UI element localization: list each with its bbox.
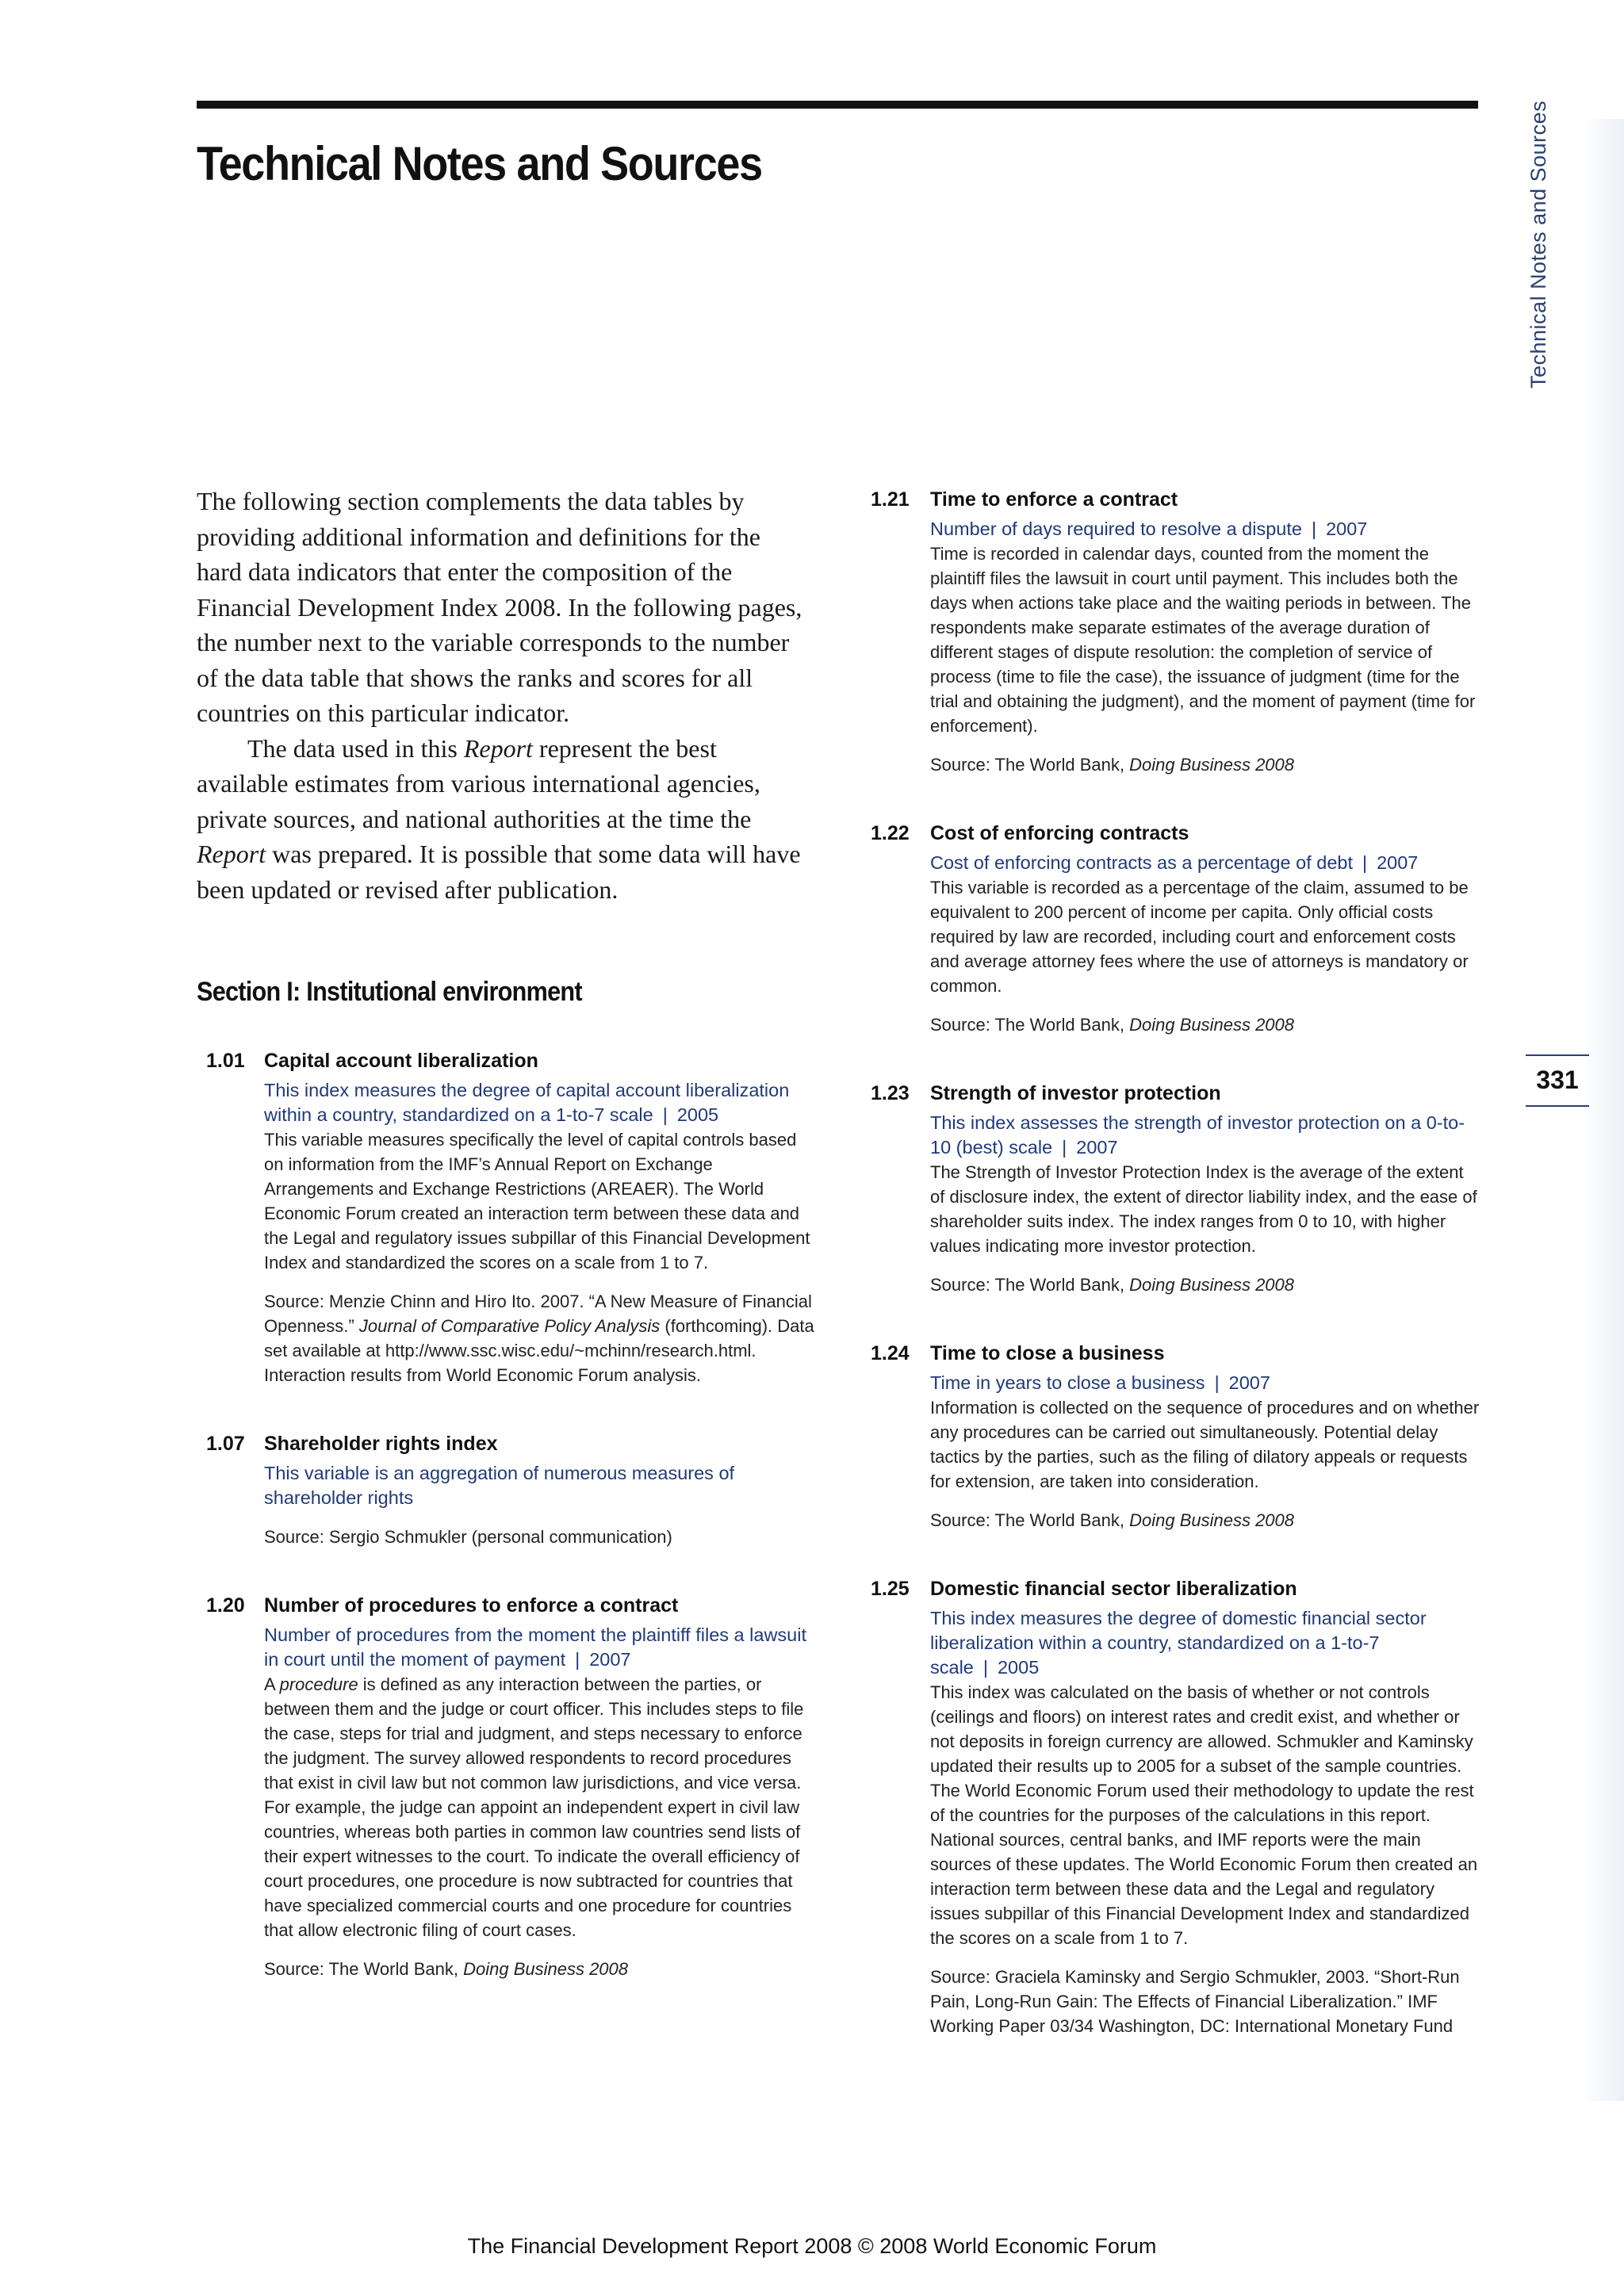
entry-subtitle [930,1111,1480,1160]
intro-p2-text: represent the best available estimates from various international agencies, private sources, and national authorities at the time the [197,733,760,833]
left-column [197,1048,815,2025]
entry-title: Cost of enforcing contracts [930,822,1189,844]
entry-number: 1.25 [871,1578,910,1600]
separator: | [575,1649,580,1670]
entry-subtitle [264,1078,815,1127]
source-text: Source: Menzie Chinn and Hiro Ito. 2007. “A New Measure of Financial Openness.” [264,1292,812,1336]
entry-description: Information is collected on the sequence of procedures and on whether any procedures can be carried out simultaneously. Potential delay tactics by the parties, such as the filing of dilatory appeals or requests for extension, are taken into consideration. [930,1398,1480,1491]
entry-source [930,1508,1480,1533]
entry-number: 1.23 [871,1082,910,1104]
side-tab-background [1582,119,1624,2101]
entry-1-25 [864,1576,1480,2038]
entry-1-07 [197,1431,815,1549]
intro-p2-text: was prepared. It is possible that some data will have been updated or revised after publication. [197,840,801,904]
top-rule [197,101,1478,109]
page-title: Technical Notes and Sources [197,137,762,190]
entry-subtitle-text: Time in years to close a business [930,1372,1205,1393]
entry-subtitle: This variable is an aggregation of numerous measures of shareholder rights [264,1463,735,1508]
entry-description: This variable measures specifically the level of capital controls based on information from the IMF’s Annual Report on Exchange Arrangements and Exchange Restrictions (AREAER). The World Economic Forum created an interaction term between these data and the Legal and regulatory issues subpillar of this Financial Development Index and standardized the scores on a scale from 1 to 7. [264,1130,810,1272]
entry-description [264,1672,815,1942]
entry-description: This index was calculated on the basis of whether or not controls (ceilings and floors) on interest rates and credit exist, and whether or not deposits in foreign currency are allowed. Schmukler and Kaminsky updated their results up to 2005 for a subset of the sample countries. The World Economic Forum used their methodology to update the rest of the countries for the purposes of the calculations in this report. National sources, central banks, and IMF reports were the main sources of these updates. The World Economic Forum then created an interaction term between these data and the Legal and regulatory issues subpillar of this Financial Development Index and standardized the scores on a scale from 1 to 7. [930,1682,1478,1948]
entry-1-21 [864,487,1480,777]
page-number: 331 [1536,1066,1579,1094]
page-footer: The Financial Development Report 2008 © 2008 World Economic Forum [467,2234,1157,2258]
entry-title: Time to enforce a contract [930,488,1178,511]
entry-subtitle-text: Cost of enforcing contracts as a percentage of debt [930,852,1353,873]
separator: | [1214,1372,1220,1393]
entry-subtitle [930,517,1480,541]
entry-title: Capital account liberalization [264,1050,538,1072]
section-heading: Section I: Institutional environment [197,977,582,1007]
separator: | [1311,519,1317,539]
entry-description: This variable is recorded as a percentage of the claim, assumed to be equivalent to 200 percent of income per capita. Only official costs required by law are recorded, including court and enforcement costs and average attorney fees where the use of attorneys is mandatory or common. [930,878,1469,996]
source-text: (forthcoming). Data set available at http://www.ssc.wisc.edu/~mchinn/research.html. Interaction results from World Economic Forum analysis. [264,1316,814,1385]
source-italic: Doing Business 2008 [1129,1015,1295,1035]
entry-1-01 [197,1048,815,1387]
entry-subtitle-text: This index measures the degree of domestic financial sector liberalization within a country, standardized on a 1-to-7 scale [930,1608,1427,1678]
separator: | [1362,852,1368,873]
source-text: Source: The World Bank, [930,1510,1130,1530]
entry-source [264,1957,815,1981]
entry-number: 1.20 [206,1594,245,1617]
source-italic: Journal of Comparative Policy Analysis [358,1316,661,1336]
entry-year: 2007 [1326,519,1368,539]
entry-title: Time to close a business [930,1342,1165,1364]
source-text: Source: The World Bank, [264,1959,464,1979]
entry-subtitle [930,851,1480,875]
source-text: Source: The World Bank, [930,1015,1130,1035]
entry-source: Source: Sergio Schmukler (personal communication) [264,1527,672,1547]
entry-source [930,1012,1480,1037]
entry-description: The Strength of Investor Protection Index is the average of the extent of disclosure index, the extent of director liability index, and the ease of shareholder suits index. The index ranges from 0 to 10, with higher values indicating more investor protection. [930,1162,1477,1256]
entry-year: 2005 [997,1657,1040,1678]
separator: | [982,1657,988,1678]
entry-number: 1.01 [206,1050,245,1072]
desc-italic: procedure [279,1674,358,1694]
entry-number: 1.21 [871,488,910,511]
desc-text: is defined as any interaction between the parties, or between them and the judge or court officer. This includes steps to file the case, steps for trial and judgment, and steps necessary to enforce the judgment. The survey allowed respondents to record procedures that exist in civil law but not common law jurisdictions, and vice versa. For example, the judge can appoint an independent expert in civil law countries, whereas both parties in common law countries send lists of their expert witnesses to the court. To indicate the overall efficiency of court procedures, one procedure is now subtracted for countries that have specialized commercial courts and one procedure for countries that allow electronic filing of court cases. [264,1674,804,1940]
intro-p2-text: The data used in this [247,733,464,763]
side-section-label: Technical Notes and Sources [1526,100,1550,388]
entry-number: 1.24 [871,1342,910,1364]
intro-text [197,484,807,907]
entry-description: Time is recorded in calendar days, counted from the moment the plaintiff files the lawsuit in court until payment. This includes both the days when actions take place and the waiting periods in between. The respondents make separate estimates of the average duration of different stages of dispute resolution: the completion of service of process (time to file the case), the issuance of judgment (time for the trial and obtaining the judgment), and the moment of payment (time for enforcement). [930,544,1476,736]
source-text: Source: The World Bank, [930,755,1130,775]
source-italic: Doing Business 2008 [1129,1510,1295,1530]
entry-source [930,752,1480,777]
entry-1-22 [864,821,1480,1037]
entry-title: Domestic financial sector liberalization [930,1578,1297,1600]
entry-source [930,1272,1480,1297]
intro-paragraph-2 [197,731,807,908]
entry-year: 2007 [1377,852,1419,873]
source-text: Source: The World Bank, [930,1275,1130,1295]
source-italic: Doing Business 2008 [1129,755,1295,775]
right-column [864,487,1480,2082]
entry-subtitle-text: This index assesses the strength of investor protection on a 0-to-10 (best) scale [930,1112,1465,1158]
entry-year: 2007 [589,1649,631,1670]
entry-number: 1.22 [871,822,910,844]
entry-year: 2007 [1228,1372,1270,1393]
entry-1-23 [864,1081,1480,1297]
entry-number: 1.07 [206,1433,245,1455]
entry-subtitle-text: Number of procedures from the moment the plaintiff files a lawsuit in court until the moment of payment [264,1624,806,1670]
page-number-rule-top [1526,1054,1589,1056]
entry-title: Shareholder rights index [264,1433,498,1455]
entry-subtitle-text: Number of days required to resolve a dispute [930,519,1302,539]
entry-1-20 [197,1593,815,1981]
entry-year: 2005 [676,1104,719,1125]
page-number-rule-bottom [1526,1105,1589,1107]
source-italic: Doing Business 2008 [463,1959,629,1979]
intro-p2-report-italic: Report [463,733,533,763]
entry-subtitle-text: This index measures the degree of capital account liberalization within a country, standardized on a 1-to-7 scale [264,1080,790,1125]
entry-title: Strength of investor protection [930,1082,1221,1104]
entry-source [264,1289,815,1387]
entry-year: 2007 [1076,1137,1118,1158]
intro-p2-report-italic: Report [197,840,266,868]
desc-text: A [264,1674,280,1694]
source-italic: Doing Business 2008 [1129,1275,1295,1295]
entry-subtitle [930,1371,1480,1395]
separator: | [662,1104,668,1125]
entry-source: Source: Graciela Kaminsky and Sergio Schmukler, 2003. “Short-Run Pain, Long-Run Gain: The Effects of Financial Liberalization.” IMF Working Paper 03/34 Washington, DC: International Monetary Fund [930,1967,1460,2036]
entry-subtitle [930,1606,1480,1680]
entry-subtitle [264,1623,815,1672]
entry-1-24 [864,1341,1480,1533]
entry-title: Number of procedures to enforce a contract [264,1594,679,1617]
separator: | [1062,1137,1067,1158]
intro-paragraph-1: The following section complements the data tables by providing additional information and definitions for the hard data indicators that enter the composition of the Financial Development Index 2008. In the following pages, the number next to the variable corresponds to the number of the data table that shows the ranks and scores for all countries on this particular indicator. [197,487,802,727]
